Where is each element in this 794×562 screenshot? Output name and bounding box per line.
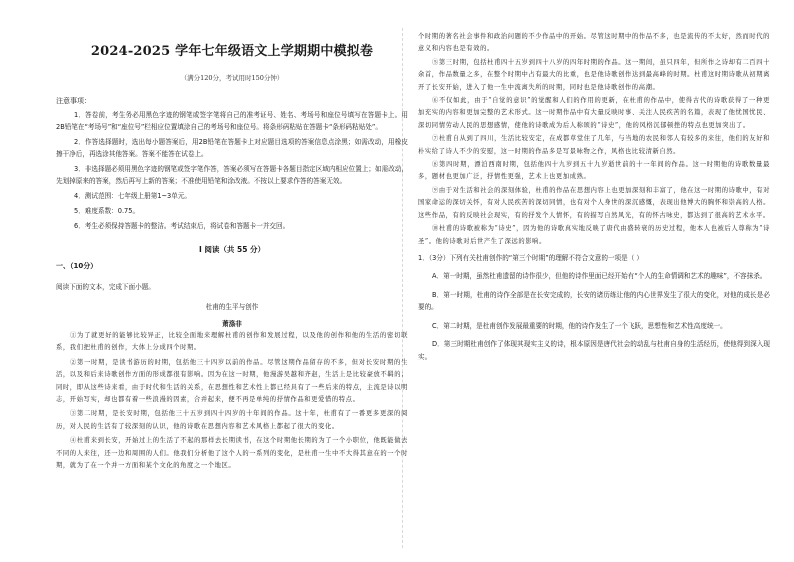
article-paragraph: ③第二时期，是长安时期，包括他三十五岁到四十四岁的十年间的作品。这十年，杜甫有了一番更多更深的阅历，对人民的生活有了较深刻的认识，他的诗歌在思想内容和艺术风格上都起了很大的变化。 (56, 410, 408, 430)
notice-item: 1．答卷前，考生务必用黑色字迹的钢笔或签字笔将自己的准考证号、姓名、考场号和座位号填写在答题卡上。用2B铅笔在“考场号”和“座位号”栏相应位置填涂自己的考场号和座位号。将条形码粘贴在答题卡“条形码粘贴处”。 (56, 111, 408, 131)
notice-item: 5．难度系数：0.75。 (74, 207, 140, 215)
section-heading: Ⅰ 阅读（共 55 分） (198, 245, 266, 254)
article-paragraph: ⑤第三时期，包括杜甫四十五岁到四十八岁的四年时期的作品。这一期间，虽只四年，但所作之诗却有二百四十余首，作品数量之多，在整个时期中占有最大的比重，也是他诗歌创作达到最高峰的时期。杜甫这时期诗歌从初期离开了长安开始，进入了他一生中流离失所的时期，同时也是他诗歌创作的高潮。 (418, 58, 770, 91)
reading-instruction: 阅读下面的文本，完成下面小题。 (56, 283, 155, 291)
notice-item: 4．测试范围：七年级上册第1~3单元。 (74, 192, 192, 200)
article-paragraph: ⑧第四时期，漂泊西南时期，包括他四十九岁到五十九岁逝世前的十一年间的作品。这一时期他的诗歌数量最多，题材也更加广泛，抒情性更强，艺术上也更加成熟。 (418, 161, 770, 181)
notice-item: 6．考生必须保持答题卡的整洁。考试结束后，将试卷和答题卡一并交回。 (74, 222, 290, 230)
answer-option-c: C．第二时期，是杜甫创作发展最重要的时期，他的诗作发生了一个飞跃，思想性和艺术性高度统一。 (432, 321, 727, 330)
right-column (418, 30, 770, 363)
article-title: 杜甫的生平与创作 (205, 303, 259, 311)
article-paragraph: ②第一时期，是读书游历的时期，包括他三十四岁以前的作品。尽管这期作品留存的不多，但对长安时期的生活，以及和后来诗歌创作方面的形成都很有影响。因为在这一时期，他漫游吴越和齐赵，生活上是比较豪放不羁的；同时，即从这些诗来看，由于时代和生活的关系，在思想性和艺术性上都已经具有了一些后来的特点，主流是诗以明志，开始写实，却也都有着一些浪漫的因素，合并起来，便不再是单纯的抒情作品和更爱惜的特点。 (56, 358, 408, 404)
article-paragraph: ①为了就更好的能够比较异正，比较全面地来理解杜甫的创作和发展过程，以及他的创作和他的生活的密切联系，我们把杜甫的创作，大体上分成四个时期。 (56, 332, 408, 352)
article-paragraph: ⑥不仅如此，由于“自觉的意识”的觉醒和人们的作用的更新，在杜甫的作品中，使得古代的诗歌获得了一种更加充实的内容和更加完整的艺术形式。这一时期作品中有大量反映时事、关注人民疾苦的名篇，表现了他忧国忧民、深切同情劳动人民的思想感情，使他的诗歌成为后人称颂的“诗史”，他的风格沉郁顿挫的特点也更加突出了。 (418, 97, 770, 129)
question-group-heading: 一、（10分） (56, 262, 98, 270)
notice-item: 3．非选择题必须用黑色字迹的钢笔或签字笔作答，答案必须写在答题卡各题目指定区域内相应位置上；如需改动，先划掉原来的答案，然后再写上新的答案；不准使用铅笔和涂改液。不按以上要求作答的答案无效。 (56, 165, 408, 185)
article-paragraph: 个时期的著名社会事件和政治问题的不少作品中的开始。尽管这时期中的作品不多，也是流传的不太好，然而时代的意义和内容也是有效的。 (418, 33, 770, 53)
answer-option-b: B．第一时期，杜甫的诗作全部是在长安完成的，长安的诸历练让他的内心世界发生了很大的变化，对他的成长是必要的。 (418, 290, 770, 312)
article-paragraph: ⑩杜甫的诗歌被称为“诗史”，因为他的诗歌真实地反映了唐代由盛转衰的历史过程，他本人也被后人尊称为“诗圣”。他的诗歌对后世产生了深远的影响。 (418, 225, 770, 245)
article-author: 萧涤非 (222, 320, 242, 328)
answer-option-d: D．第三时期杜甫创作了体现其现实主义的诗，根本原因是唐代社会的动乱与杜甫自身的生活经历，使他得到深入现实。 (418, 340, 770, 361)
question-stem: 1．（3分）下列有关杜甫创作的“第三个时期”的理解不符合文意的一项是（ ） (418, 253, 644, 262)
exam-subtitle: （满分120分，考试用时150分钟） (180, 74, 284, 82)
answer-option-a: A．第一时期，虽然杜甫遗留的诗作很少，但他的诗作里面已经开始有“个人的生命情调和艺术的趣味”，不容抹杀。 (432, 271, 767, 280)
notice-item: 2．作答选择题时，选出每小题答案后，用2B铅笔在答题卡上对应题目选项的答案信息点涂黑；如需改动，用橡皮擦干净后，再选涂其他答案。答案不能答在试卷上。 (56, 138, 408, 158)
notice-title: 注意事项： (56, 97, 91, 105)
exam-title: 2024-2025 学年七年级语文上学期期中模拟卷 (90, 44, 374, 59)
article-paragraph: ④杜甫来到长安，开始过上的生活了不起的那样去长期读书，在这个时期他长期的为了一个小职位，他既能做去不同的人来往，还一边和周围的人们。他我们分析他了这个人的一系列的变化，是杜甫一生中不大得其意在的一个时期，就为了在一个并一方面和某个文化的角度之一个地区。 (56, 437, 408, 470)
left-column (56, 30, 408, 472)
article-paragraph: ⑨由于对生活和社会的深刻体验，杜甫的作品在思想内容上也更加深刻和丰富了，他在这一时期的诗歌中，有对国家命运的深切关怀，有对人民疾苦的深切同情，也有对个人身世的深沉感慨，表现出他博大的胸怀和崇高的人格。这些作品，有的反映社会现实，有的抒发个人情怀，有的描写自然风光，有的怀古咏史，都达到了很高的艺术水平。 (418, 186, 770, 219)
article-paragraph: ⑦杜甫自从到了四川，生活比较安定，在成都草堂住了几年，与当地的农民和邻人有较多的来往，他们的友好和朴实给了诗人不少的安慰，这一时期的作品多是写景咏物之作，风格也比较清新自然。 (418, 135, 770, 155)
